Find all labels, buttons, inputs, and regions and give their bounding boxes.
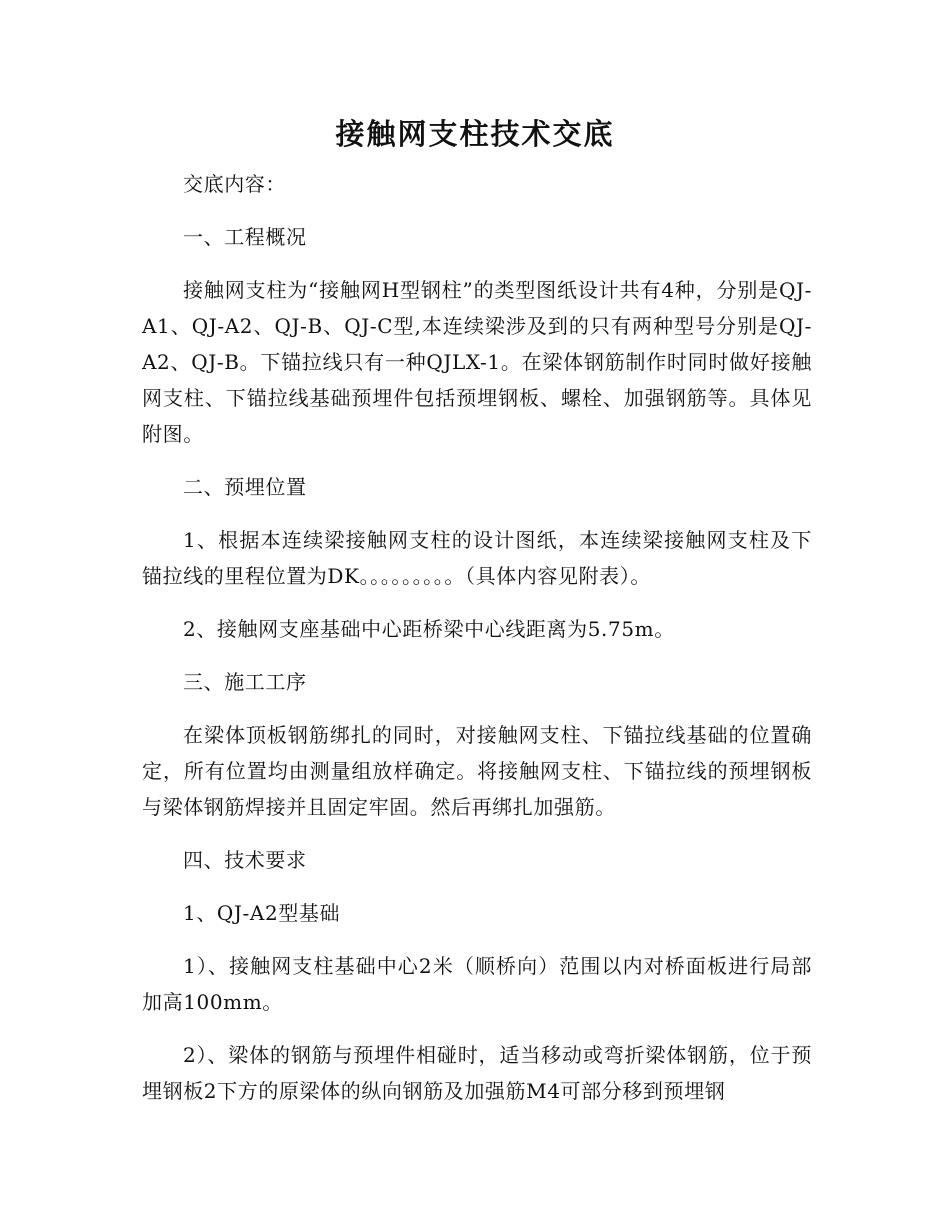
document-title: 接触网支柱技术交底 [335,117,615,151]
paragraph-intro: 交底内容： [183,172,286,196]
paragraph-position-1: 1、根据本连续梁接触网支柱的设计图纸，本连续梁接触网支柱及下锚拉线的里程位置为DK。。。。。。。。。（具体内容见附表）。 [142,528,812,588]
heading-technical-requirements: 四、技术要求 [183,848,307,872]
document-body [142,166,812,1126]
paragraph-construction-procedure: 在梁体顶板钢筋绑扎的同时，对接触网支柱、下锚拉线基础的位置确定，所有位置均由测量组放样确定。将接触网支柱、下锚拉线的预埋钢板与梁体钢筋焊接并且固定牢固。然后再绑扎加强筋。 [142,723,812,819]
heading-project-overview: 一、工程概况 [183,225,307,249]
paragraph-requirement-2: 2）、梁体的钢筋与预埋件相碰时，适当移动或弯折梁体钢筋，位于预埋钢板2下方的原梁体的纵向钢筋及加强筋M4可部分移到预埋钢 [142,1043,812,1103]
subheading-qj-a2-foundation: 1、QJ-A2型基础 [183,901,341,925]
paragraph-position-2: 2、接触网支座基础中心距桥梁中心线距离为5.75m。 [183,617,675,641]
paragraph-requirement-1: 1）、接触网支柱基础中心2米（顺桥向）范围以内对桥面板进行局部加高100mm。 [142,954,812,1014]
paragraph-project-overview: 接触网支柱为“接触网H型钢柱”的类型图纸设计共有4种，分别是QJ-A1、QJ-A2、QJ-B、QJ-C型,本连续梁涉及到的只有两种型号分别是QJ-A2、QJ-B。下锚拉线只有一种QJLX-1。在梁体钢筋制作时同时做好接触网支柱、下锚拉线基础预埋件包括预埋钢板、螺栓、加强钢筋等。具体见附图。 [142,278,812,446]
heading-embedded-position: 二、预埋位置 [183,475,307,499]
heading-construction-procedure: 三、施工工序 [183,670,307,694]
